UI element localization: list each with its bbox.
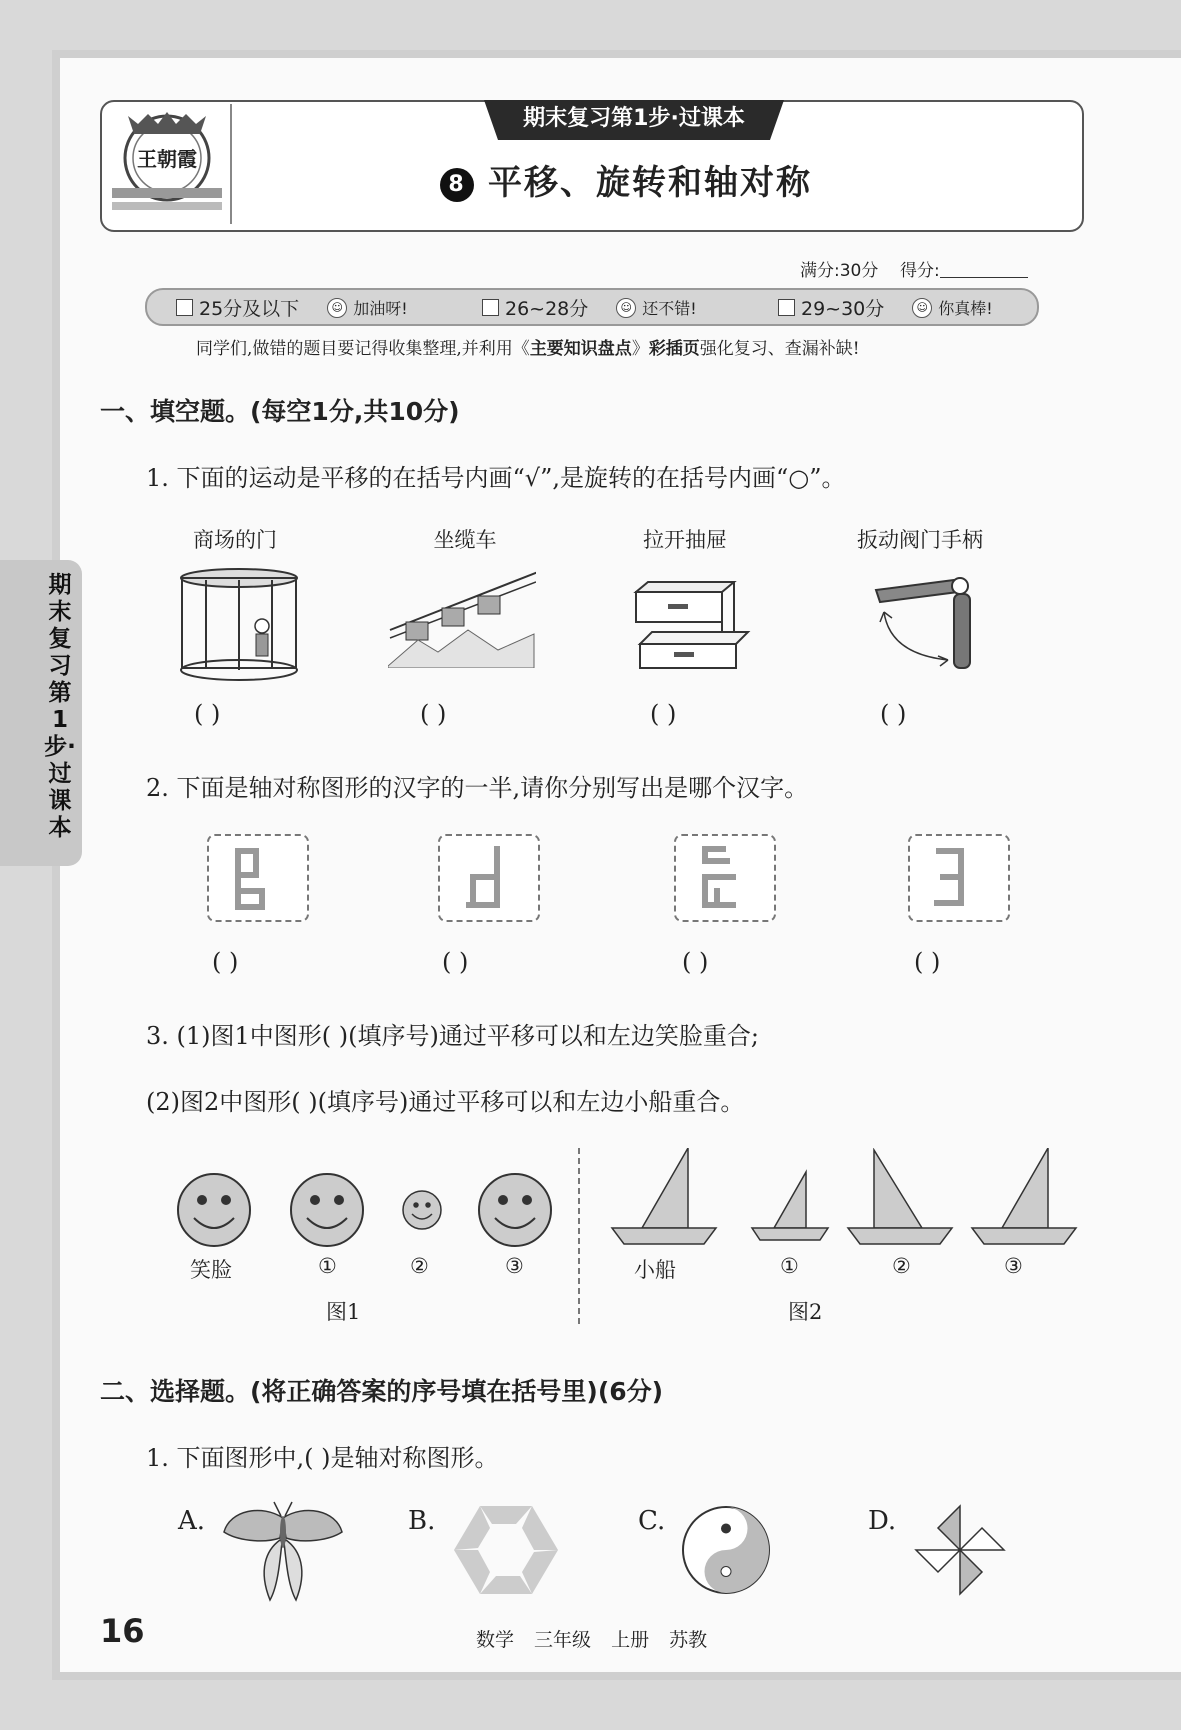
- option-a-label[interactable]: A.: [178, 1506, 206, 1536]
- valve-handle-image: [870, 572, 976, 670]
- fig1-label: ③: [505, 1254, 524, 1278]
- section1-title: 一、填空题。(每空1分,共10分): [100, 397, 460, 426]
- half-character-box: [207, 834, 309, 922]
- moth-image: [222, 1500, 344, 1602]
- option-c-label[interactable]: C.: [638, 1506, 666, 1536]
- rating-range-2: 26~28分: [505, 298, 589, 320]
- q1-item-label: 商场的门: [193, 528, 277, 552]
- full-score-label: 满分:30分: [800, 261, 879, 281]
- fig1-caption: 图1: [326, 1300, 361, 1324]
- answer-paren[interactable]: ( ): [212, 948, 239, 976]
- instruction-note: [196, 334, 860, 359]
- revolving-door-image: [176, 566, 302, 684]
- half-character-glyph: [209, 836, 307, 920]
- rating-checkbox-3[interactable]: [778, 299, 795, 316]
- smiley-face-option-2: [403, 1191, 441, 1229]
- rating-checkbox-1[interactable]: [176, 299, 193, 316]
- q3-line1: 3. (1)图1中图形( )(填序号)通过平移可以和左边笑脸重合;: [146, 1022, 759, 1050]
- half-character-glyph: [910, 836, 1008, 920]
- q1-item-label: 扳动阀门手柄: [857, 528, 983, 552]
- side-tab-label: 期末复习第1步·过课本: [44, 572, 76, 841]
- sailboat-option-2: [848, 1150, 952, 1244]
- sailboat: [612, 1148, 716, 1244]
- header-divider: [230, 104, 232, 224]
- option-b-label[interactable]: B.: [408, 1506, 436, 1536]
- score-line: [800, 256, 1028, 281]
- rating-range-3: 29~30分: [801, 298, 885, 320]
- cheer-face-icon: ☺: [327, 298, 347, 318]
- rating-checkbox-2[interactable]: [482, 299, 499, 316]
- smiley-face: [178, 1174, 250, 1246]
- page-title: [440, 155, 812, 204]
- pinwheel-image: [912, 1502, 1008, 1598]
- section2-q1-text: 1. 下面图形中,( )是轴对称图形。: [146, 1444, 499, 1472]
- page-number: 16: [100, 1612, 145, 1650]
- title-text: 平移、旋转和轴对称: [488, 163, 812, 203]
- answer-paren[interactable]: ( ): [682, 948, 709, 976]
- q1-item-label: 坐缆车: [433, 528, 497, 552]
- smile-face-icon: ☺: [616, 298, 636, 318]
- smiley-face-option-3: [479, 1174, 551, 1246]
- half-character-glyph: [676, 836, 774, 920]
- rating-item-3: [778, 294, 993, 321]
- hexagon-swirl-image: [452, 1502, 560, 1598]
- publisher-logo: [108, 106, 226, 222]
- sailboat-option-1: [752, 1172, 828, 1240]
- fig2-label: ②: [892, 1254, 911, 1278]
- note-text-1: 同学们,做错的题目要记得收集整理,并利用《: [196, 339, 530, 359]
- half-character-box: [908, 834, 1010, 922]
- rating-comment-3: 你真棒!: [938, 299, 993, 318]
- answer-paren[interactable]: ( ): [650, 700, 677, 728]
- rating-item-1: [176, 294, 408, 321]
- title-number: 8: [440, 168, 474, 202]
- fig1-label: ①: [318, 1254, 337, 1278]
- fig2-label: 小船: [634, 1258, 676, 1282]
- answer-paren[interactable]: ( ): [420, 700, 447, 728]
- fig2-label: ①: [780, 1254, 799, 1278]
- fig2-caption: 图2: [788, 1300, 823, 1324]
- option-d-label[interactable]: D.: [868, 1506, 897, 1536]
- q1-text: 1. 下面的运动是平移的在括号内画“√”,是旋转的在括号内画“○”。: [146, 464, 846, 492]
- logo-text: 王朝霞: [137, 147, 197, 171]
- half-character-glyph: [440, 836, 538, 920]
- note-bold-1: 主要知识盘点: [529, 339, 632, 359]
- header-banner-text: 期末复习第1步·过课本: [523, 106, 745, 131]
- happy-face-icon: ☺: [912, 298, 932, 318]
- rating-range-1: 25分及以下: [199, 298, 300, 320]
- figure2-boats: [608, 1148, 1078, 1248]
- figure-divider: [578, 1148, 580, 1324]
- answer-paren[interactable]: ( ): [880, 700, 907, 728]
- section2-title: 二、选择题。(将正确答案的序号填在括号里)(6分): [100, 1377, 664, 1406]
- q2-text: 2. 下面是轴对称图形的汉字的一半,请你分别写出是哪个汉字。: [146, 774, 809, 802]
- figure1-faces: [170, 1168, 560, 1258]
- answer-paren[interactable]: ( ): [442, 948, 469, 976]
- rating-comment-1: 加油呀!: [353, 299, 408, 318]
- answer-paren[interactable]: ( ): [914, 948, 941, 976]
- half-character-box: [674, 834, 776, 922]
- answer-paren[interactable]: ( ): [194, 700, 221, 728]
- half-character-box: [438, 834, 540, 922]
- cable-car-image: [388, 570, 536, 668]
- note-text-2: 》: [631, 339, 649, 359]
- rating-item-2: [482, 294, 697, 321]
- q1-item-label: 拉开抽屉: [643, 528, 727, 552]
- sailboat-option-3: [972, 1148, 1076, 1244]
- drawer-image: [630, 578, 756, 670]
- note-text-3: 强化复习、查漏补缺!: [699, 339, 860, 359]
- smiley-face-option-1: [291, 1174, 363, 1246]
- q3-line2: (2)图2中图形( )(填序号)通过平移可以和左边小船重合。: [146, 1088, 745, 1116]
- score-label: 得分:: [899, 261, 940, 281]
- rating-comment-2: 还不错!: [642, 299, 697, 318]
- note-bold-2: 彩插页: [648, 339, 700, 359]
- score-blank[interactable]: [940, 263, 1028, 278]
- yin-yang-icon: [680, 1504, 772, 1596]
- footer-text: 数学 三年级 上册 苏教: [476, 1629, 708, 1651]
- fig2-label: ③: [1004, 1254, 1023, 1278]
- fig1-label: ②: [410, 1254, 429, 1278]
- fig1-label: 笑脸: [190, 1258, 232, 1282]
